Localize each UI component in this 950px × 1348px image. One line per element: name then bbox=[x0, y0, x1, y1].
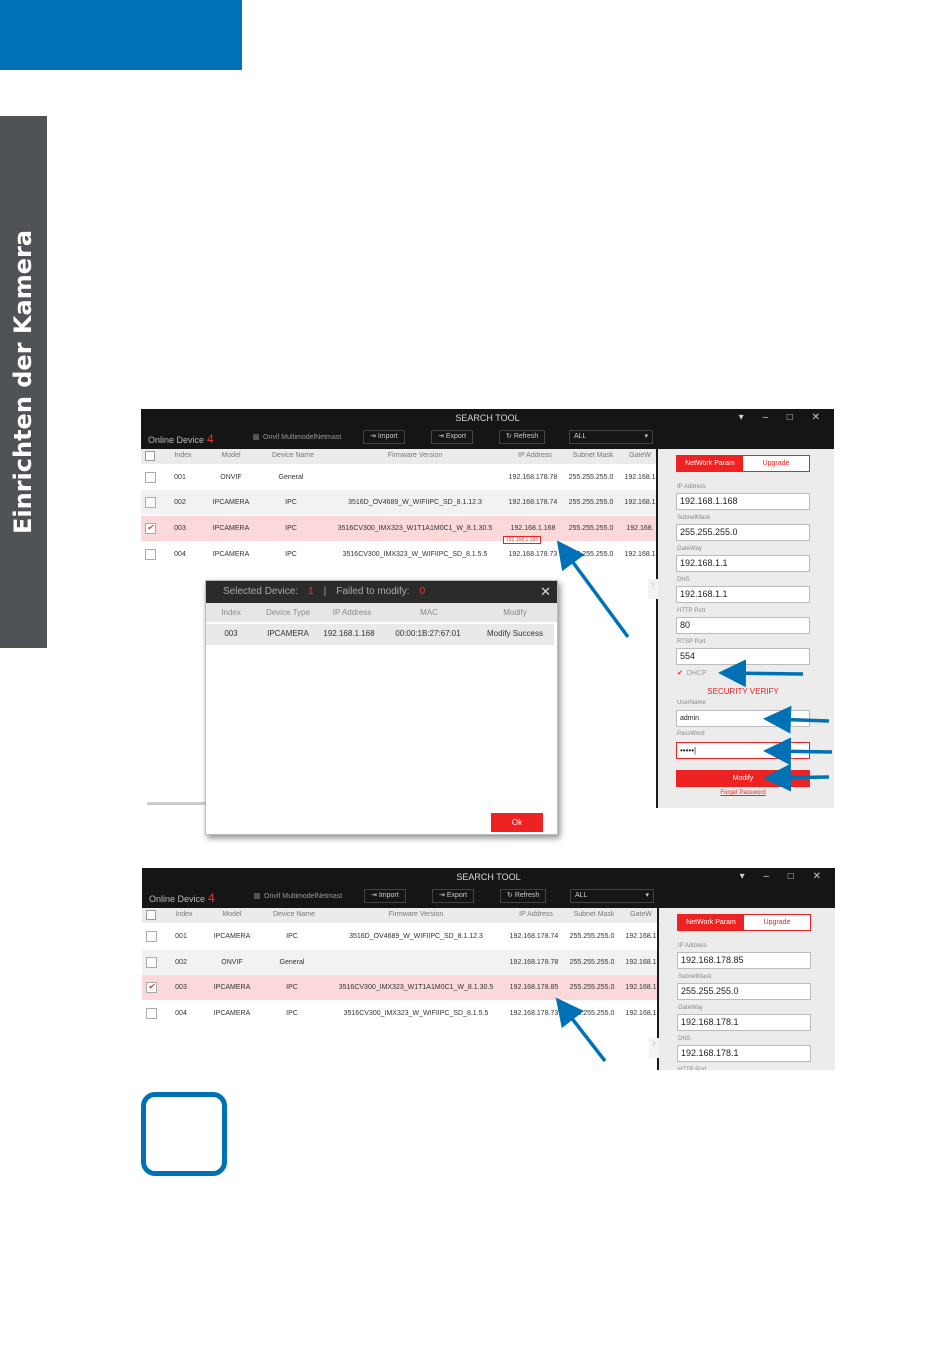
col-mask: Subnet Mask bbox=[572, 452, 614, 459]
arrow-to-modify bbox=[770, 777, 829, 778]
http-port-label: HTTP Port bbox=[677, 608, 706, 614]
forget-password-link[interactable]: Forget Password bbox=[720, 790, 766, 796]
password-label: PassWord bbox=[677, 731, 705, 737]
window-title: SEARCH TOOL bbox=[455, 413, 520, 423]
failed-label: Failed to modify: bbox=[336, 586, 410, 597]
window-title: SEARCH TOOL bbox=[456, 872, 521, 882]
username-field[interactable]: admin bbox=[676, 710, 810, 727]
dhcp-checkbox[interactable]: ✔ DHCP bbox=[677, 670, 707, 677]
export-icon: ⇥ bbox=[438, 433, 446, 440]
rtsp-port-field[interactable]: 554 bbox=[676, 648, 810, 665]
dialog-table-row[interactable]: 003 IPCAMERA 192.168.1.168 00:00:1B:27:67:01 Modify Success bbox=[206, 624, 554, 645]
col-ip: IP Address bbox=[518, 452, 552, 459]
filter-select[interactable]: ALL ▾ bbox=[569, 430, 653, 444]
security-verify-heading: SECURITY VERIFY bbox=[707, 687, 779, 696]
online-device-label: Online Device 4 bbox=[149, 891, 215, 905]
onvif-checkbox[interactable]: Onvif MultimodelNetmast bbox=[253, 434, 341, 441]
table-row-selected[interactable]: ✔ 003 IPCAMERA IPC 3516CV300_IMX323_W1T1A1M0C1_W_8.1.30.5 192.168.1.168 255.255.255.0 192.168. bbox=[141, 516, 656, 541]
refresh-icon: ↻ bbox=[506, 433, 514, 440]
ip-address-field[interactable]: 192.168.178.85 bbox=[677, 952, 811, 969]
subnet-mask-label: SubnetMask bbox=[677, 515, 711, 521]
online-device-count: 4 bbox=[207, 432, 214, 446]
ip-address-label: IP Address bbox=[678, 943, 707, 949]
import-button[interactable]: ⇥ Import bbox=[364, 889, 406, 903]
col-device-name: Device Name bbox=[271, 452, 314, 459]
table-row[interactable]: 001 IPCAMERA IPC 3516D_OV4689_W_WIFIIPC_SD_8.1.12.3 192.168.178.74 255.255.255.0 192.168.1 bbox=[142, 924, 657, 949]
ok-button[interactable]: Ok bbox=[491, 813, 543, 832]
export-icon: ⇥ bbox=[439, 892, 447, 899]
gateway-label: GateWay bbox=[678, 1005, 703, 1011]
arrow-to-new-ip bbox=[560, 1003, 605, 1061]
selected-device-count: 1 bbox=[308, 586, 314, 597]
username-label: UserName bbox=[677, 700, 706, 706]
subnet-mask-field[interactable]: 255.255.255.0 bbox=[677, 983, 811, 1000]
selected-device-label: Selected Device: bbox=[223, 586, 299, 597]
tab-network-param[interactable]: NetWork Param bbox=[678, 915, 744, 930]
arrow-to-dhcp bbox=[725, 673, 803, 674]
import-icon: ⇥ bbox=[370, 433, 378, 440]
dialog-table-header: Index Device Type IP Address MAC Modify bbox=[206, 603, 557, 622]
rtsp-port-label: RTSP Port bbox=[677, 639, 706, 645]
table-row[interactable]: 002 IPCAMERA IPC 3516D_OV4689_W_WIFIIPC_SD_8.1.12.3 192.168.178.74 255.255.255.0 192.168.1 bbox=[141, 490, 656, 515]
ip-tooltip: 192.168.1.168 bbox=[503, 536, 541, 544]
http-port-label: HTTP Port bbox=[678, 1067, 707, 1070]
filter-select[interactable]: ALL ▾ bbox=[570, 889, 654, 903]
ip-address-label: IP Address bbox=[677, 484, 706, 490]
col-model: Model bbox=[221, 452, 241, 459]
col-gateway: GateW bbox=[629, 452, 651, 459]
online-device-label: Online Device 4 bbox=[148, 432, 214, 446]
dns-label: DNS bbox=[677, 577, 690, 583]
check-icon: ✔ bbox=[677, 670, 683, 677]
refresh-button[interactable]: ↻ Refresh bbox=[499, 430, 545, 444]
password-field[interactable]: •••••| bbox=[676, 742, 810, 759]
window-controls[interactable]: ▾ – □ ✕ bbox=[738, 412, 828, 423]
col-firmware: Firmware Version bbox=[387, 452, 443, 459]
dns-field[interactable]: 192.168.178.1 bbox=[677, 1045, 811, 1062]
refresh-button[interactable]: ↻ Refresh bbox=[500, 889, 546, 903]
close-icon[interactable]: ✕ bbox=[540, 584, 551, 599]
modify-button[interactable]: Modify bbox=[676, 770, 810, 787]
subnet-mask-label: SubnetMask bbox=[678, 974, 712, 980]
table-row[interactable]: 004 IPCAMERA IPC 3516CV300_IMX323_W_WIFIIPC_SD_8.1.5.5 192.168.178.73 255.255.255.0 192.168.1 bbox=[142, 1001, 657, 1026]
arrow-to-ip-cell bbox=[561, 546, 628, 637]
gateway-label: GateWay bbox=[677, 546, 702, 552]
gateway-field[interactable]: 192.168.178.1 bbox=[677, 1014, 811, 1031]
online-device-count: 4 bbox=[208, 891, 215, 905]
export-button[interactable]: ⇥ Export bbox=[431, 430, 473, 444]
import-icon: ⇥ bbox=[371, 892, 379, 899]
import-button[interactable]: ⇥ Import bbox=[363, 430, 405, 444]
gateway-field[interactable]: 192.168.1.1 bbox=[676, 555, 810, 572]
table-row[interactable]: 002 ONVIF General 192.168.178.78 255.255.255.0 192.168.1 bbox=[142, 950, 657, 975]
ip-address-field[interactable]: 192.168.1.168 bbox=[676, 493, 810, 510]
table-row-selected[interactable]: ✔ 003 IPCAMERA IPC 3516CV300_IMX323_W1T1A1M0C1_W_8.1.30.5 192.168.178.85 255.255.255.0 192.168.1 bbox=[142, 975, 657, 1000]
tab-upgrade[interactable]: Upgrade bbox=[762, 460, 790, 467]
chevron-right-icon[interactable]: › bbox=[649, 1038, 659, 1058]
onvif-checkbox[interactable]: Onvif MultimodelNetmast bbox=[254, 893, 342, 900]
subnet-mask-field[interactable]: 255.255.255.0 bbox=[676, 524, 810, 541]
table-row[interactable]: 001 ONVIF General 192.168.178.78 255.255.255.0 192.168.1 bbox=[141, 465, 656, 490]
info-icon-frame bbox=[141, 1092, 227, 1176]
separator: | bbox=[323, 586, 327, 597]
export-button[interactable]: ⇥ Export bbox=[432, 889, 474, 903]
refresh-icon: ↻ bbox=[507, 892, 515, 899]
dns-field[interactable]: 192.168.1.1 bbox=[676, 586, 810, 603]
col-index: Index bbox=[174, 452, 192, 459]
failed-count: 0 bbox=[419, 586, 426, 597]
chapter-title: Einrichten der Kamera bbox=[9, 229, 37, 535]
http-port-field[interactable]: 80 bbox=[676, 617, 810, 634]
window-controls[interactable]: ▾ – □ ✕ bbox=[739, 871, 829, 882]
chevron-right-icon[interactable]: › bbox=[648, 579, 658, 599]
table-row[interactable]: 004 IPCAMERA IPC 3516CV300_IMX323_W_WIFIIPC_SD_8.1.5.5 192.168.178.73 255.255.255.0 192.168.1 bbox=[141, 542, 656, 567]
dns-label: DNS bbox=[678, 1036, 691, 1042]
device-table-header: Index Model Device Name Firmware Version IP Address Subnet Mask GateW bbox=[142, 908, 657, 923]
tab-network-param[interactable]: NetWork Param bbox=[677, 456, 743, 471]
tab-upgrade[interactable]: Upgrade bbox=[763, 919, 791, 926]
arrow-to-password bbox=[770, 751, 832, 752]
arrow-to-username bbox=[770, 719, 829, 721]
